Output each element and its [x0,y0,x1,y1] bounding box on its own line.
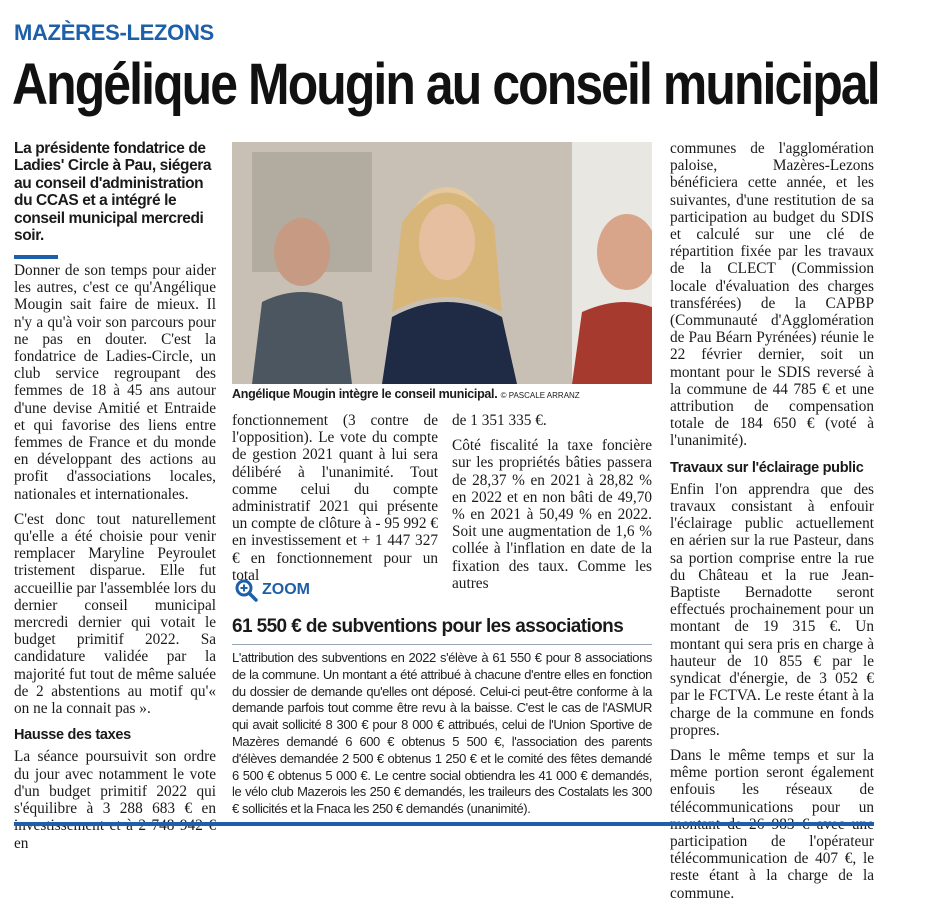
magnifier-plus-icon [234,578,258,602]
lead-paragraph: La présidente fondatrice de Ladies' Circle à Pau, siégera au conseil d'administration du CCAS et a intégré le conseil municipal mercredi soir. [14,140,212,245]
body-paragraph: La séance poursuivit son ordre du jour avec notamment le vote d'un budget primitif 2022 qui s'équilibre à 3 288 683 € en en [14,748,216,852]
body-paragraph: Enfin l'on apprendra que des travaux consistant à enfouir l'éclairage public actuellement en aérien sur la rue Pasteur, dans sa portion comprise entre la rue du Château et la rue Jean-Baptiste Bernadotte seront effectués prochainement pour un montant de 19 315 €. Un montant qui sera pris en charge à hauteur de 10 855 € par le syndicat d'énergie, de 3 052 € par le FCTVA. Le reste étant à la charge de la commune en fonds propres. [670,480,874,739]
article-column-1 [14,262,216,860]
box-title: 61 550 € de subventions pour les associations [232,616,624,637]
body-paragraph: de 1 351 335 €. [452,412,547,429]
body-paragraph: Côté fiscalité la taxe foncière sur les propriétés bâties passera de 28,37 % en 2021 à 28,82 % en 2022 et en non bâti de 49,70 % en 2021 à 50,49 % en 2022. Soit une augmentation de 1,6 % collée à l'inflation en date de la fixation des taux. Comme les autres [452,437,652,592]
zoom-tag [234,578,310,602]
body-paragraph: communes de l'agglomération paloise, Mazères-Lezons bénéficiera cette année, et les suivantes, d'une restitution de sa participation au budget du SDIS et calculé sur une clé de répartition fixée par les travaux de la CLECT (Commission locale d'évaluation des charges transférées) de la CAPBP (Communauté d'Agglomération de Pau Béarn Pyrénées) réunie le 22 février dernier, soit un montant pour le SDIS reversé à la commune de 44 785 € et une attribution de compensation totale de 184 650 € (voté à l'unanimité). [670,140,874,450]
article-column-2 [232,412,438,592]
body-paragraph: C'est donc tout naturellement qu'elle a été choisie pour venir remplacer Maryline Peyroulet tristement disparue. Elle fut accueillie par l'assemblée lors du dernier conseil municipal mercredi dernier qui votait le budget primitif 2022. Sa candidature validée par la majorité fut tout de même saluée de 2 abstentions au motif qu'« on ne la connait pas ». [14,510,216,718]
subheading: Hausse des taxes [14,727,131,744]
box-text: L'attribution des subventions en 2022 s'élève à 61 550 € pour 8 associations de la commune. Un montant a été attribué à chacune d'entre elles en fonction du dossier de demande qu'elles ont déposé. Celui-ci peut-être conforme à la demande parfois tout comme être revu à la baisse. C'est le cas de l'ASMUR qui avait sollicité 8 300 € pour 8 000 € attribués, celui de l'Union Sportive de Mazères demandé 6 600 € obtenus 5 500 €, l'association des parents d'élèves demandée 2 500 € obtenus 1 250 € et le comité des fêtes demandé 6 500 € obtenus 5 000 €. Le centre social obtiendra les 41 000 € demandés, le vélo club Mazerois les 250 € demandés, les traileurs des Costalats les 300 € sollicités et la Fnaca les 250 € demandés (unanimité). [232,650,652,817]
photo-caption [232,387,652,401]
photo-credit: © PASCALE ARRANZ [500,391,580,400]
kicker-location: MAZÈRES-LEZONS [14,20,214,45]
body-paragraph: fonctionnement (3 contre de l'opposition). Le vote du compte de gestion 2021 quant à lui sera délibéré à l'unanimité. Tout comme celui du compte administratif 2021 qui présente un compte de clôture à - 95 992 € en investissement et + 1 447 327 € en fonctionnement pour un total [232,412,438,584]
body-paragraph: Donner de son temps pour aider les autres, c'est ce qu'Angélique Mougin sait faire de mieux. Il n'y a qu'à voir son parcours pour ne pas en douter. C'est la fondatrice de Ladies-Circle, un club service regroupant des femmes de 18 à 45 ans autour d'une devise Amitié et Entraide et qui favorise des liens entre femmes de France et du monde en développant des actions au profit d'associations locales, nationales et internationales. [14,262,216,503]
box-divider [232,644,652,645]
caption-text: Angélique Mougin intègre le conseil municipal. [232,387,498,401]
body-paragraph: Dans le même temps et sur la même portion seront également enfouis les réseaux de télécommunications pour un participation de l'opérateur télécommunication de 407 €, le reste étant à la charge de la commune. [670,746,874,902]
subheading: Travaux sur l'éclairage public [670,459,864,476]
zoom-label: ZOOM [262,581,310,598]
photo-illustration [232,142,652,384]
article-photo [232,142,652,384]
bottom-divider [14,822,874,826]
page-title: Angélique Mougin au conseil municipal [12,52,879,117]
article-column-3 [452,412,652,600]
lead-divider [14,255,58,259]
article-column-4 [670,140,874,910]
